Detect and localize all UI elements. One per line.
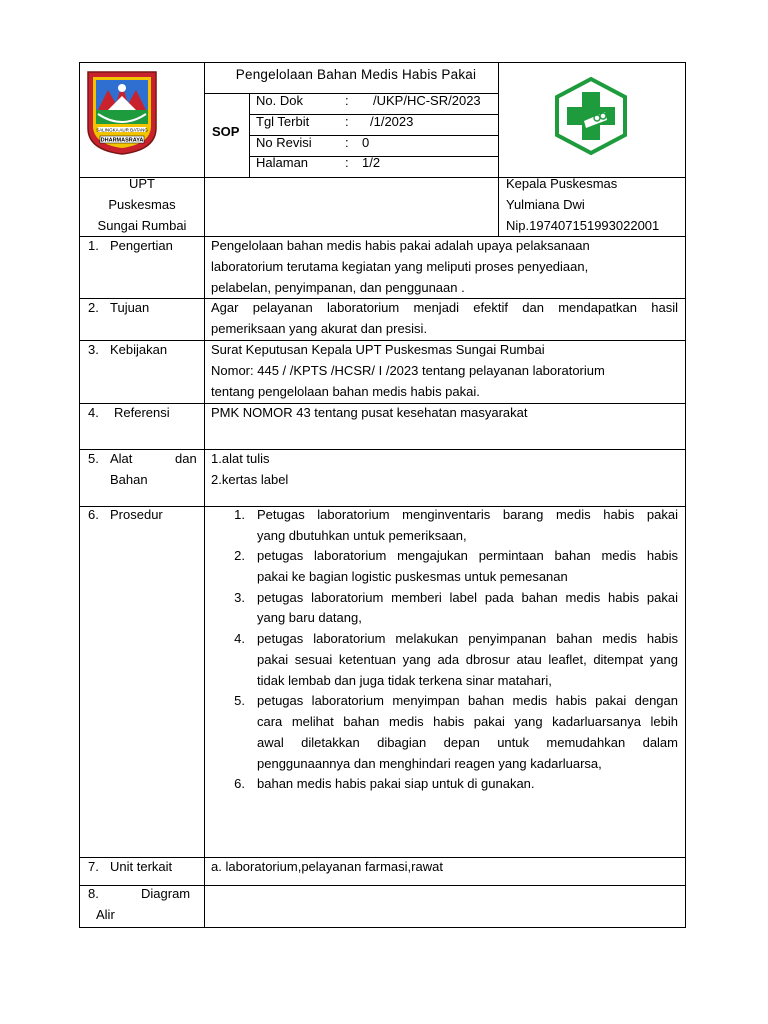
section-number: 3.: [88, 342, 99, 357]
content-line: laboratorium terutama kegiatan yang meliputi proses penyediaan,: [211, 259, 589, 274]
step-line: petugas laboratorium menyimpan bahan medis habis pakai dengan: [257, 693, 678, 708]
section-number: 6.: [88, 507, 99, 522]
doc-row-label: Tgl Terbit: [256, 114, 310, 129]
step-line: yang baru datang,: [257, 610, 362, 625]
doc-row-value: /UKP/HC-SR/2023: [373, 93, 481, 108]
doc-row-sep: :: [345, 93, 349, 108]
section-number: 2.: [88, 300, 99, 315]
dharmasraya-logo: [86, 70, 158, 156]
head-title: Kepala Puskesmas: [506, 176, 618, 191]
section-label: Pengertian: [110, 238, 173, 253]
content-line: Nomor: 445 / /KPTS /HCSR/ I /2023 tentang pelayanan laboratorium: [211, 363, 605, 378]
org-line: Puskesmas: [108, 197, 176, 212]
step-number: 1.: [234, 507, 245, 522]
step-line: pakai ke bagian logistic puskesmas untuk pemesanan: [257, 569, 568, 584]
section-number: 4.: [88, 405, 99, 420]
step-line: awal diletakkan dibagian depan untuk memudahkan dalam: [257, 735, 678, 750]
org-line: UPT: [129, 176, 155, 191]
step-number: 5.: [234, 693, 245, 708]
content-line: PMK NOMOR 43 tentang pusat kesehatan masyarakat: [211, 405, 528, 420]
head-nip: Nip.197407151993022001: [506, 218, 660, 233]
doc-row-label: No Revisi: [256, 135, 312, 150]
step-number: 6.: [234, 776, 245, 791]
section-label: dan: [175, 451, 197, 466]
doc-row-label: No. Dok: [256, 93, 303, 108]
head-name: Yulmiana Dwi: [506, 197, 585, 212]
doc-row-sep: :: [345, 114, 349, 129]
step-line: cara melihat bahan medis habis pakai yang kadarluarsanya lebih: [257, 714, 678, 729]
section-label: Kebijakan: [110, 342, 168, 357]
section-label: Diagram: [141, 886, 191, 901]
step-number: 3.: [234, 590, 245, 605]
step-line: Petugas laboratorium menginventaris barang medis habis pakai: [257, 507, 678, 522]
doc-row-value: 0: [362, 135, 370, 150]
doc-row-label: Halaman: [256, 155, 309, 170]
org-line: Sungai Rumbai: [97, 218, 187, 233]
step-line: yang dbutuhkan untuk pemeriksaan,: [257, 528, 467, 543]
step-line: tidak lembab dan juga tidak terkena sinar matahari,: [257, 673, 552, 688]
step-line: bahan medis habis pakai siap untuk di gunakan.: [257, 776, 535, 791]
section-number: 7.: [88, 859, 99, 874]
document-title: Pengelolaan Bahan Medis Habis Pakai: [235, 67, 477, 82]
section-number: 1.: [88, 238, 99, 253]
doc-row-sep: :: [345, 135, 349, 150]
puskesmas-logo: [553, 76, 629, 156]
content-line: tentang pengelolaan bahan medis habis pakai.: [211, 384, 480, 399]
doc-row-sep: :: [345, 155, 349, 170]
step-line: penggunaannya dan menghindari reagen yang kadarluarsa,: [257, 756, 602, 771]
logo-motto: SALINGKA AUR BATANG: [96, 127, 148, 133]
content-line: pelabelan, penyimpanan, dan penggunaan .: [211, 280, 465, 295]
content-line: pemeriksaan yang akurat dan presisi.: [211, 321, 428, 336]
step-line: petugas laboratorium mengajukan permintaan bahan medis habis: [257, 548, 678, 563]
section-number: 5.: [88, 451, 99, 466]
logo-text: DHARMASRAYA: [100, 137, 144, 144]
doc-row-value: /1/2023: [370, 114, 414, 129]
section-label: Prosedur: [110, 507, 163, 522]
content-line: 1.alat tulis: [211, 451, 270, 466]
section-label: Alir: [96, 907, 115, 922]
step-number: 4.: [234, 631, 245, 646]
step-line: petugas laboratorium melakukan penyimpanan bahan medis habis: [257, 631, 678, 646]
content-line: Agar pelayanan laboratorium menjadi efektif dan mendapatkan hasil: [211, 300, 678, 315]
content-line: a. laboratorium,pelayanan farmasi,rawat: [211, 859, 443, 874]
section-label: Tujuan: [110, 300, 150, 315]
section-label: Unit terkait: [110, 859, 173, 874]
step-line: pakai sesuai ketentuan yang ada dbrosur atau leaflet, ditempat yang: [257, 652, 678, 667]
content-line: Pengelolaan bahan medis habis pakai adalah upaya pelaksanaan: [211, 238, 590, 253]
content-line: Surat Keputusan Kepala UPT Puskesmas Sungai Rumbai: [211, 342, 545, 357]
doc-row-value: 1/2: [362, 155, 381, 170]
step-line: petugas laboratorium memberi label pada bahan medis habis pakai: [257, 590, 678, 605]
sop-label: SOP: [212, 124, 240, 139]
section-label: Referensi: [114, 405, 170, 420]
section-number: 8.: [88, 886, 99, 901]
step-number: 2.: [234, 548, 245, 563]
content-line: 2.kertas label: [211, 472, 289, 487]
section-label: Bahan: [110, 472, 148, 487]
section-label: Alat: [110, 451, 133, 466]
